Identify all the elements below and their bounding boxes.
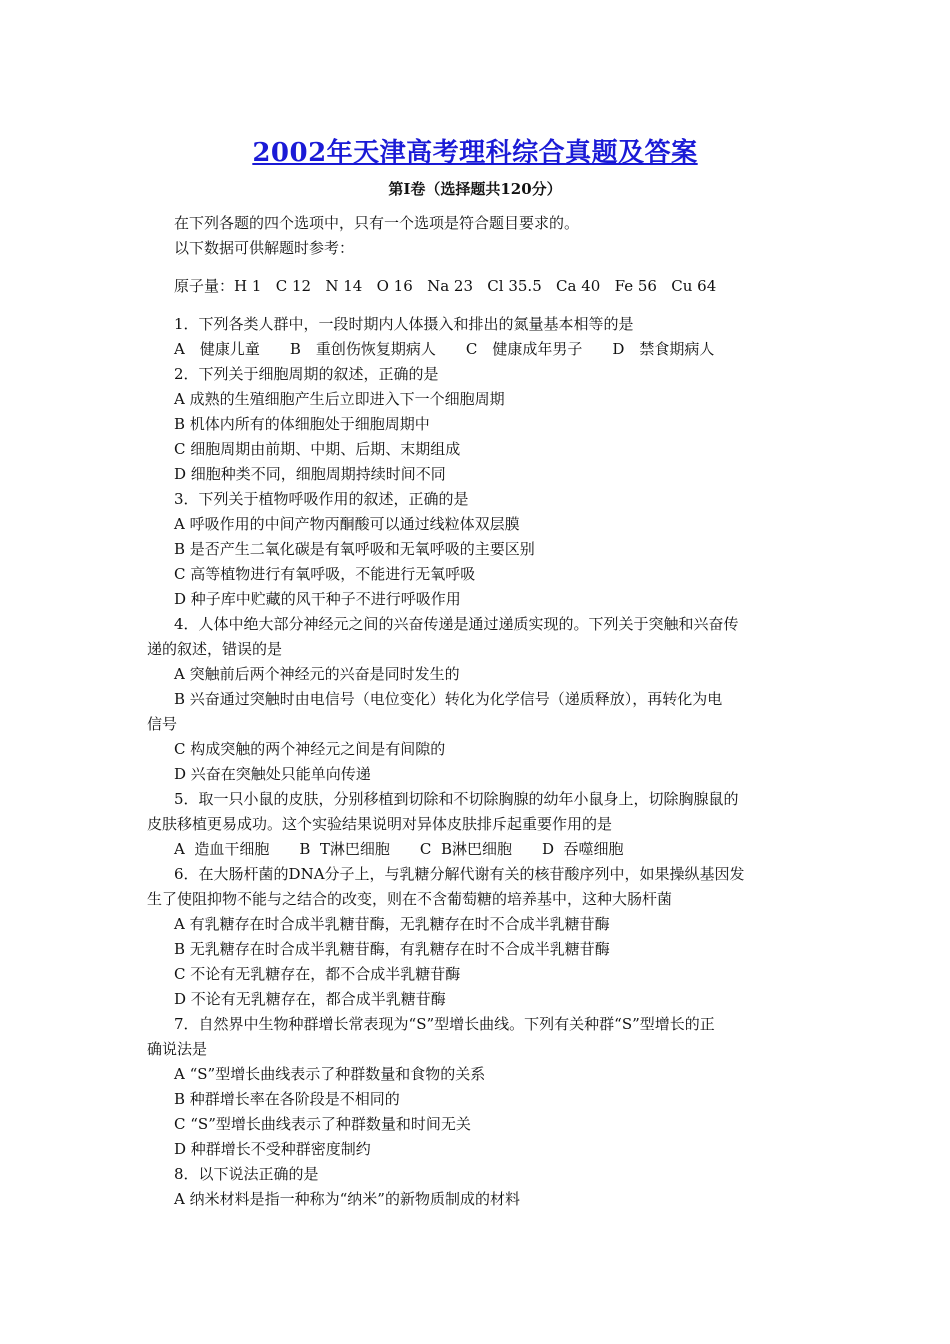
intro-reference: 以下数据可供解题时参考： [174, 239, 355, 257]
option-a: A 有乳糖存在时合成半乳糖苷酶，无乳糖存在时不合成半乳糖苷酶 [174, 915, 610, 933]
option-c: C “S”型增长曲线表示了种群数量和时间无关 [174, 1115, 471, 1133]
option-c: C 细胞周期由前期、中期、后期、末期组成 [174, 440, 461, 458]
option-d: D 细胞种类不同，细胞周期持续时间不同 [174, 465, 446, 483]
option-a: A 成熟的生殖细胞产生后立即进入下一个细胞周期 [174, 390, 505, 408]
page-title[interactable]: 2002年天津高考理科综合真题及答案 [252, 138, 698, 168]
option-b: B 兴奋通过突触时由电信号（电位变化）转化为化学信号（递质释放），再转化为电 [174, 690, 723, 708]
option-b: B 无乳糖存在时合成半乳糖苷酶，有乳糖存在时不合成半乳糖苷酶 [174, 940, 610, 958]
option-c: C 构成突触的两个神经元之间是有间隙的 [174, 740, 446, 758]
option-d: D 兴奋在突触处只能单向传递 [174, 765, 371, 783]
question-stem-continued: 递的叙述，错误的是 [147, 640, 283, 658]
question-stem: 7．自然界中生物种群增长常表现为“S”型增长曲线。下列有关种群“S”型增长的正 [174, 1015, 715, 1033]
question-stem: 4．人体中绝大部分神经元之间的兴奋传递是通过递质实现的。下列关于突触和兴奋传 [174, 615, 739, 633]
question-stem: 8．以下说法正确的是 [174, 1165, 319, 1183]
option-b: B 种群增长率在各阶段是不相同的 [174, 1090, 400, 1108]
question-stem: 3．下列关于植物呼吸作用的叙述，正确的是 [174, 490, 469, 508]
option-a: A 纳米材料是指一种称为“纳米”的新物质制成的材料 [174, 1190, 520, 1208]
option-a: A 呼吸作用的中间产物丙酮酸可以通过线粒体双层膜 [174, 515, 520, 533]
option-b: B 是否产生二氧化碳是有氧呼吸和无氧呼吸的主要区别 [174, 540, 535, 558]
question-stem: 1．下列各类人群中，一段时期内人体摄入和排出的氮量基本相等的是 [174, 315, 634, 333]
question-stem-continued: 生了使阻抑物不能与之结合的改变，则在不含葡萄糖的培养基中，这种大肠杆菌 [147, 890, 673, 908]
option-d: D 种子库中贮藏的风干种子不进行呼吸作用 [174, 590, 461, 608]
option-a: A “S”型增长曲线表示了种群数量和食物的关系 [174, 1065, 486, 1083]
option-c: C 高等植物进行有氧呼吸，不能进行无氧呼吸 [174, 565, 476, 583]
section-heading: 第Ⅰ卷（选择题共120分） [388, 180, 562, 198]
option-b: B 机体内所有的体细胞处于细胞周期中 [174, 415, 430, 433]
question-stem: 2．下列关于细胞周期的叙述，正确的是 [174, 365, 439, 383]
question-stem: 5．取一只小鼠的皮肤，分别移植到切除和不切除胸腺的幼年小鼠身上，切除胸腺鼠的 [174, 790, 739, 808]
question-options: A 健康儿童 B 重创伤恢复期病人 C 健康成年男子 D 禁食期病人 [174, 340, 715, 358]
option-d: D 种群增长不受种群密度制约 [174, 1140, 371, 1158]
question-stem-continued: 皮肤移植更易成功。这个实验结果说明对异体皮肤排斥起重要作用的是 [147, 815, 613, 833]
option-c: C 不论有无乳糖存在，都不合成半乳糖苷酶 [174, 965, 461, 983]
option-a: A 突触前后两个神经元的兴奋是同时发生的 [174, 665, 460, 683]
intro-instruction: 在下列各题的四个选项中，只有一个选项是符合题目要求的。 [174, 214, 580, 232]
option-b-continued: 信号 [147, 715, 178, 733]
atomic-weights: 原子量：H 1 C 12 N 14 O 16 Na 23 Cl 35.5 Ca 40 Fe 56 Cu 64 [174, 277, 717, 295]
question-stem-continued: 确说法是 [147, 1040, 208, 1058]
option-d: D 不论有无乳糖存在，都合成半乳糖苷酶 [174, 990, 446, 1008]
question-options: A 造血干细胞 B T淋巴细胞 C B淋巴细胞 D 吞噬细胞 [174, 840, 624, 858]
question-stem: 6．在大肠杆菌的DNA分子上，与乳糖分解代谢有关的核苷酸序列中，如果操纵基因发 [174, 865, 745, 883]
